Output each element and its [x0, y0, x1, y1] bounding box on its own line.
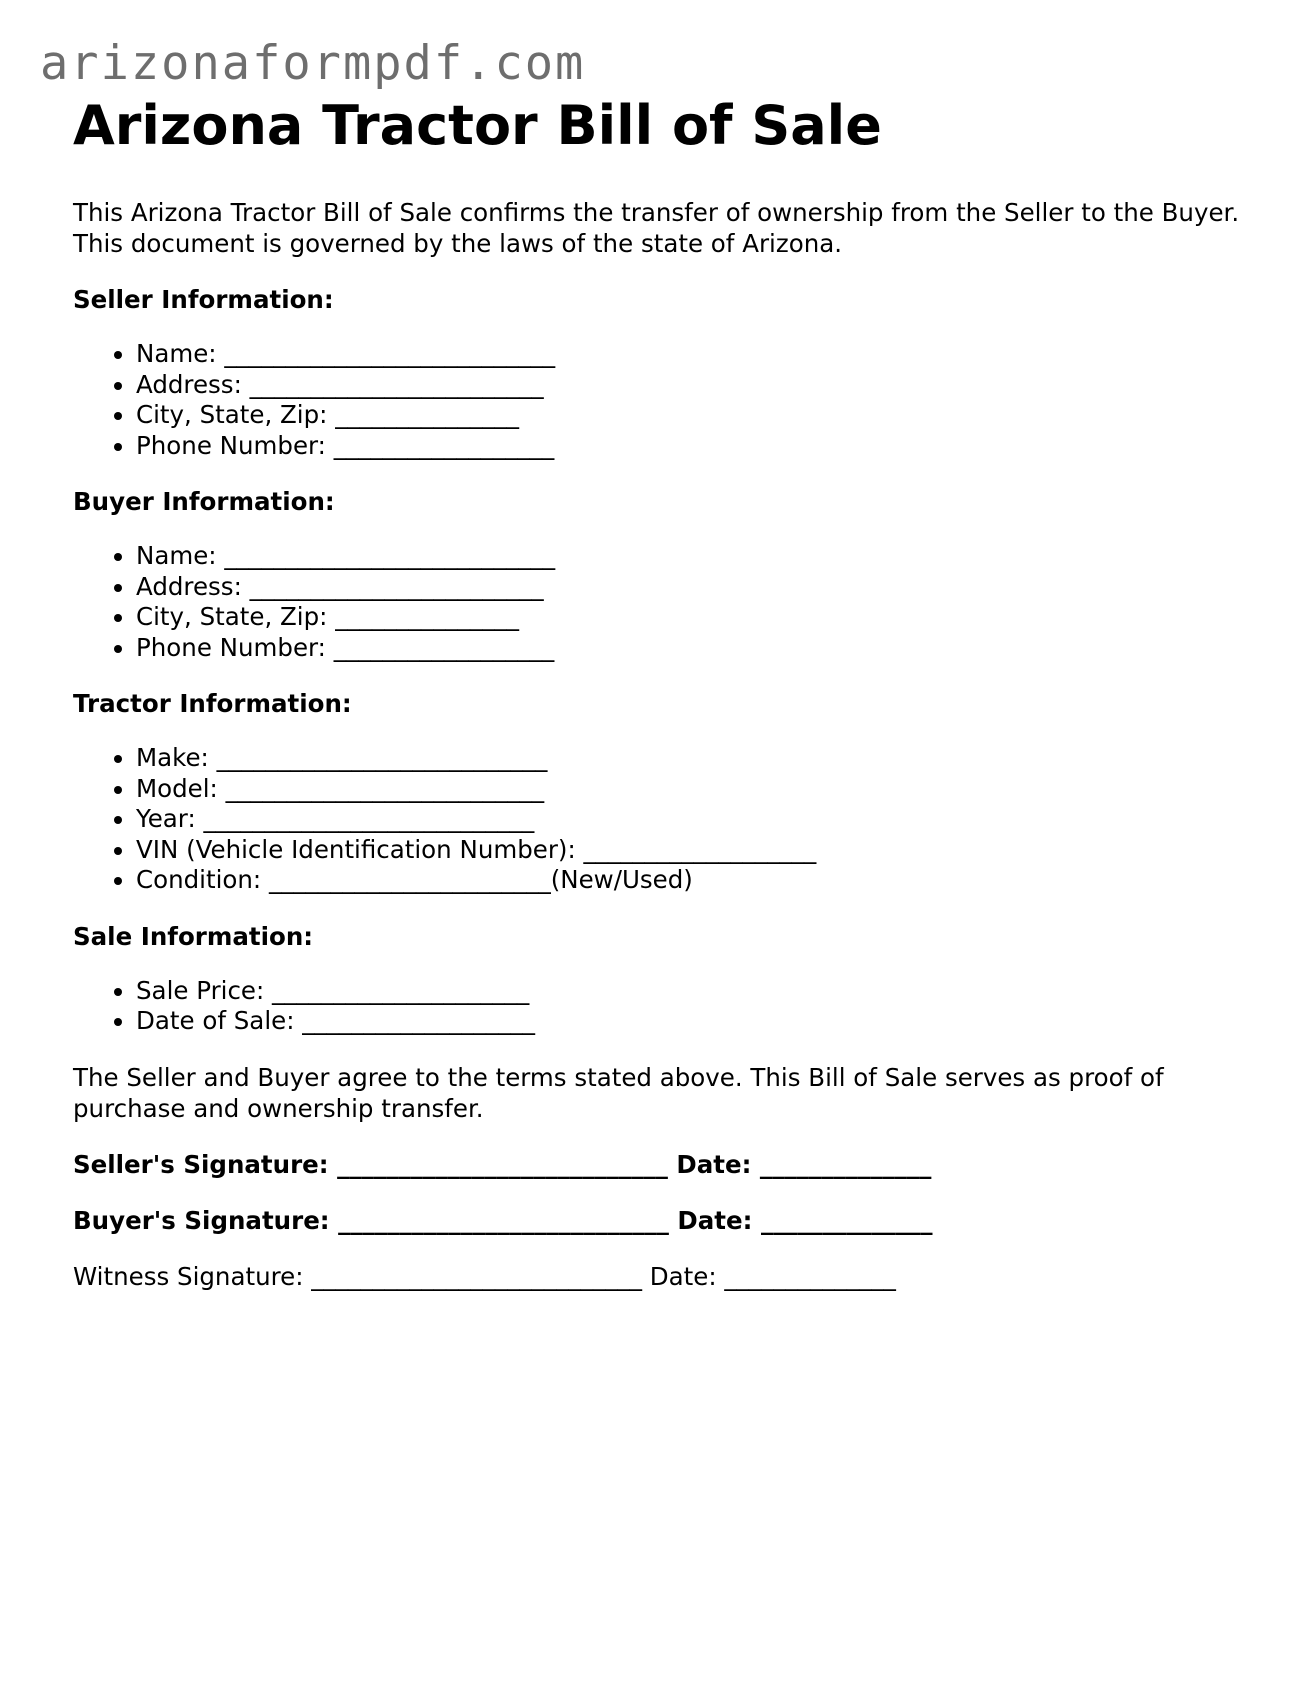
tractor-vin-field: • VIN (Vehicle Identification Number): ___________________ [136, 835, 1253, 866]
sale-price-field: • Sale Price: _____________________ [136, 976, 1253, 1007]
buyer-address-field: • Address: ________________________ [136, 572, 1253, 603]
buyer-info-list [73, 541, 1253, 663]
seller-city-state-zip-field: • City, State, Zip: _______________ [136, 400, 1253, 431]
watermark-text: arizonaformpdf.com [40, 36, 586, 91]
tractor-make-field: • Make: ___________________________ [136, 743, 1253, 774]
seller-info-heading: Seller Information: [73, 285, 334, 315]
tractor-model-field: • Model: __________________________ [136, 774, 1253, 805]
sale-date-field: • Date of Sale: ___________________ [136, 1006, 1253, 1037]
buyer-name-field: • Name: ___________________________ [136, 541, 1253, 572]
tractor-condition-field: • Condition: _______________________(New/Used) [136, 865, 1253, 896]
seller-signature-line: Seller's Signature: ___________________________ Date: ______________ [73, 1149, 932, 1179]
document-title: Arizona Tractor Bill of Sale [73, 94, 882, 157]
sale-info-list [73, 976, 1253, 1037]
sale-info-heading: Sale Information: [73, 921, 314, 951]
seller-info-list [73, 339, 1253, 461]
seller-address-field: • Address: ________________________ [136, 370, 1253, 401]
witness-signature-line: Witness Signature: ___________________________ Date: ______________ [73, 1261, 896, 1291]
tractor-info-list [73, 743, 1253, 896]
buyer-phone-field: • Phone Number: __________________ [136, 633, 1253, 664]
buyer-info-heading: Buyer Information: [73, 487, 335, 517]
document-body [73, 96, 1253, 1292]
buyer-signature-line: Buyer's Signature: ___________________________ Date: ______________ [73, 1205, 933, 1235]
intro-paragraph: This Arizona Tractor Bill of Sale confirms the transfer of ownership from the Seller to the Buyer. This document is governed by the laws of the state of Arizona. [73, 198, 1240, 259]
seller-phone-field: • Phone Number: __________________ [136, 431, 1253, 462]
tractor-year-field: • Year: ___________________________ [136, 804, 1253, 835]
tractor-info-heading: Tractor Information: [73, 689, 352, 719]
closing-paragraph: The Seller and Buyer agree to the terms stated above. This Bill of Sale serves as proof of purchase and ownership transfer. [73, 1062, 1164, 1123]
buyer-city-state-zip-field: • City, State, Zip: _______________ [136, 602, 1253, 633]
seller-name-field: • Name: ___________________________ [136, 339, 1253, 370]
